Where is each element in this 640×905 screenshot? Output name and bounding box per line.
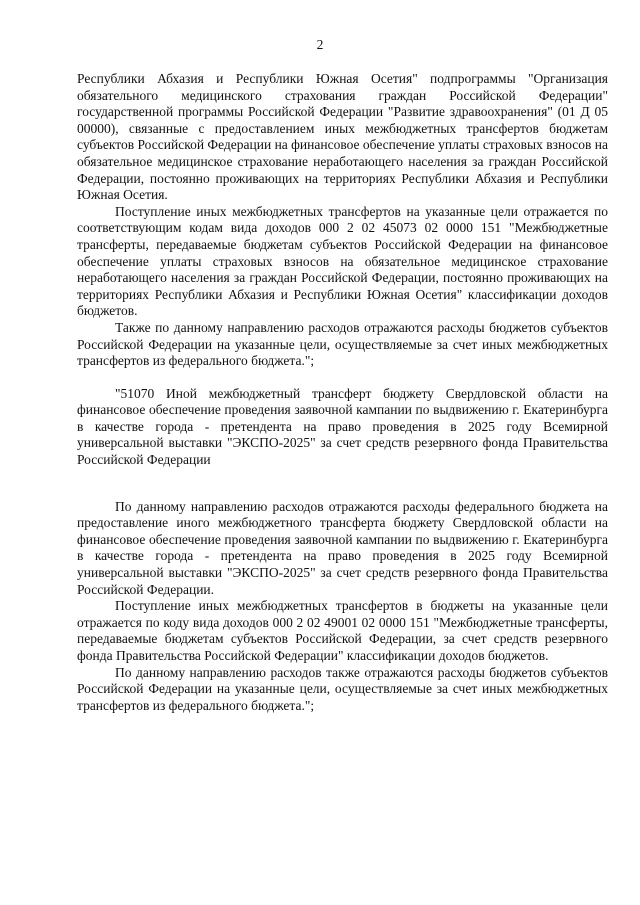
paragraph: По данному направлению расходов также отражаются расходы бюджетов субъектов Российской Федерации на указанные цели, осуществляемые за счет иных межбюджетных трансфертов из федерального бюджета."; (77, 664, 608, 713)
paragraph: Также по данному направлению расходов отражаются расходы бюджетов субъектов Российской Федерации на указанные цели, осуществляемые за счет иных межбюджетных трансфертов из федерального бюджета."; (77, 319, 608, 369)
paragraph: Поступление иных межбюджетных трансфертов в бюджеты на указанные цели отражается по коду вида доходов 000 2 02 49001 02 0000 151 "Межбюджетные трансферты, передаваемые бюджетам субъектов Российской Федерации, за счет средств резервного фонда Правительства Российской Федерации" классификации доходов бюджетов. (77, 598, 608, 663)
paragraph: Поступление иных межбюджетных трансфертов на указанные цели отражается по соответствующим кодам вида доходов 000 2 02 45073 02 0000 151 "Межбюджетные трансферты, передаваемые бюджетам субъектов Российской Федерации на финансовое обеспечение уплаты страховых взносов на обязательное медицинское страхование неработающего населения за граждан Российской Федерации, постоянно проживающих на территориях Республики Абхазия и Республики Южная Осетия" классификации доходов бюджетов. (77, 203, 608, 319)
document-body (77, 71, 608, 714)
code-heading-paragraph: "51070 Иной межбюджетный трансферт бюджету Свердловской области на финансовое обеспечение проведения заявочной кампании по выдвижению г. Екатеринбурга в качестве города - претендента на право проведения в 2025 году Всемирной универсальной выставки "ЭКСПО-2025" за счет средств резервного фонда Правительства Российской Федерации (77, 385, 608, 468)
paragraph: По данному направлению расходов отражаются расходы федерального бюджета на предоставление иного межбюджетного трансферта бюджету Свердловской области на финансовое обеспечение проведения заявочной кампании по выдвижению г. Екатеринбурга в качестве города - претендента на право проведения в 2025 году Всемирной универсальной выставки "ЭКСПО-2025" за счет средств резервного фонда Правительства Российской Федерации. (77, 498, 608, 597)
page-number: 2 (316, 37, 324, 52)
paragraph-continuation: Республики Абхазия и Республики Южная Осетия" подпрограммы "Организация обязательного медицинского страхования граждан Российской Федерации" государственной программы Российской Федерации "Развитие здравоохранения" (01 Д 05 00000), связанные с предоставлением иных межбюджетных трансфертов бюджетам субъектов Российской Федерации на финансовое обеспечение уплаты страховых взносов на обязательное медицинское страхование неработающего населения за граждан Российской Федерации, постоянно проживающих на территориях Республики Абхазия и Республики Южная Осетия. (77, 71, 608, 203)
